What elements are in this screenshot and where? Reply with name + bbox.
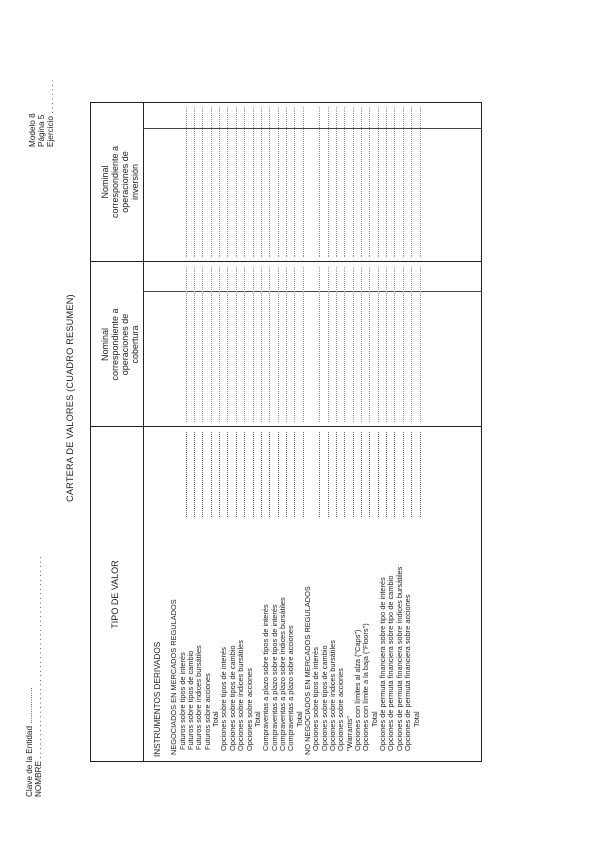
value-field[interactable] [202, 107, 203, 257]
value-field[interactable] [278, 267, 279, 422]
value-field[interactable] [361, 267, 362, 422]
row-leader [202, 432, 203, 517]
table-row: Opciones sobre índices bursátiles [236, 640, 246, 751]
total-row: Total [211, 711, 221, 727]
value-field[interactable] [219, 267, 220, 422]
value-field[interactable] [353, 267, 354, 422]
header-divider [143, 102, 144, 762]
value-field[interactable] [420, 267, 421, 422]
table-row: Compraventas a plazo sobre acciones [286, 625, 296, 751]
table-row: Futuros sobre acciones [202, 673, 212, 750]
inversion-line-3: operaciones de [120, 151, 130, 213]
table-row: Opciones con límite a la baja ("Floors") [361, 623, 371, 751]
row-leader [303, 432, 304, 517]
value-field[interactable] [328, 107, 329, 257]
row-leader [286, 432, 287, 517]
cobertura-line-3: operaciones de [120, 313, 130, 376]
table-row: Compraventas a plazo sobre tipos de interés [261, 604, 271, 751]
clave-label: Clave de la Entidad [25, 725, 34, 797]
total-row: Total [252, 711, 262, 727]
value-field[interactable] [336, 107, 337, 257]
table-row: Compraventas a plazo sobre tipos de interés [269, 604, 279, 751]
table-row: Opciones con límites al alza ("Caps") [353, 629, 363, 751]
total-row: Total [369, 711, 379, 727]
total-row: Total [294, 711, 304, 727]
table-row: Futuros sobre tipos de interés [177, 652, 187, 750]
row-leader [378, 432, 379, 517]
value-field[interactable] [269, 267, 270, 422]
value-field[interactable] [278, 107, 279, 257]
group-heading: NEGOCIADOS EN MERCADOS REGULADOS [169, 599, 179, 755]
row-leader [244, 432, 245, 517]
value-field[interactable] [194, 267, 195, 422]
row-leader [253, 432, 254, 517]
value-field[interactable] [186, 267, 187, 422]
col-divider-1 [90, 426, 482, 427]
value-field[interactable] [353, 107, 354, 257]
table-row: Futuros sobre tipos de cambio [186, 650, 196, 750]
table-row: Opciones sobre tipos de interés [219, 647, 229, 751]
value-field[interactable] [420, 107, 421, 257]
pagina-label: Página 5 [37, 114, 46, 147]
col-divider-2 [90, 261, 482, 262]
value-field[interactable] [403, 267, 404, 422]
row-leader [294, 432, 295, 517]
value-field[interactable] [303, 267, 304, 422]
value-field[interactable] [378, 107, 379, 257]
value-field[interactable] [202, 267, 203, 422]
row-leader [328, 432, 329, 517]
col-header-inversion [100, 102, 140, 262]
value-field[interactable] [303, 107, 304, 257]
table-row: Futuros sobre índices bursátiles [194, 645, 204, 750]
row-leader [227, 432, 228, 517]
total-row: Total [411, 711, 421, 727]
col-header-tipo: TIPO DE VALOR [110, 560, 120, 629]
value-field[interactable] [211, 107, 212, 257]
inversion-line-2: correspondiente a [110, 145, 120, 219]
value-field[interactable] [261, 267, 262, 422]
value-field[interactable] [194, 107, 195, 257]
row-leader [420, 432, 421, 517]
value-field[interactable] [253, 267, 254, 422]
value-field[interactable] [403, 107, 404, 257]
row-leader [386, 432, 387, 517]
cobertura-line-2: correspondiente a [110, 308, 120, 381]
table-row: Opciones sobre tipos de cambio [227, 645, 237, 751]
table-row: Opciones de permuta financiera sobre tipo de interés [378, 577, 388, 751]
row-leader [278, 432, 279, 517]
value-field[interactable] [286, 267, 287, 422]
value-field[interactable] [227, 107, 228, 257]
row-leader [236, 432, 237, 517]
table-row: Opciones sobre tipos de interés [311, 647, 321, 751]
value-field[interactable] [411, 107, 412, 257]
value-field[interactable] [227, 267, 228, 422]
row-leader [411, 432, 412, 517]
value-field[interactable] [294, 107, 295, 257]
value-field[interactable] [386, 107, 387, 257]
row-leader [319, 432, 320, 517]
value-field[interactable] [286, 107, 287, 257]
row-leader [361, 432, 362, 517]
clave-entidad-line [25, 687, 34, 797]
value-field[interactable] [269, 107, 270, 257]
value-field[interactable] [244, 267, 245, 422]
row-leader [369, 432, 370, 517]
table-row: "Warrants" [344, 716, 354, 751]
value-field[interactable] [411, 267, 412, 422]
cobertura-line-4: cobertura [130, 325, 140, 364]
value-field[interactable] [344, 267, 345, 422]
value-field[interactable] [369, 267, 370, 422]
table-row: Opciones sobre índices bursátiles [328, 640, 337, 751]
nombre-line [34, 556, 43, 797]
row-leader [336, 432, 337, 517]
table-row: Compraventas a plazo sobre índices bursátiles [277, 597, 287, 751]
col-header-cobertura [100, 262, 140, 427]
inversion-line-4: inversión [130, 163, 140, 201]
inversion-line-1: Nominal [100, 165, 110, 199]
value-field[interactable] [394, 267, 395, 422]
value-field[interactable] [369, 107, 370, 257]
table-row: Opciones sobre acciones [336, 668, 346, 751]
row-leader [403, 432, 404, 517]
value-field[interactable] [344, 107, 345, 257]
table-row: Opciones de permuta financiera sobre índices bursátiles [394, 566, 404, 751]
table-row: Opciones sobre tipos de cambio [319, 645, 329, 751]
row-leader [269, 432, 270, 517]
group-heading: NO NEGOCIADOS EN MERCADOS REGULADOS [302, 586, 312, 755]
row-leader [219, 432, 220, 517]
value-field[interactable] [319, 107, 320, 257]
value-field[interactable] [319, 267, 320, 422]
value-field[interactable] [328, 267, 329, 422]
value-field[interactable] [294, 267, 295, 422]
row-leader [353, 432, 354, 517]
table-row: Opciones de permuta financiera sobre acciones [403, 594, 413, 751]
value-field[interactable] [261, 107, 262, 257]
value-field[interactable] [394, 107, 395, 257]
ejercicio-label: Ejercicio . . . . . . . . [46, 79, 55, 147]
value-field[interactable] [253, 107, 254, 257]
value-field[interactable] [236, 107, 237, 257]
nombre-dots: . . . . . . . . . . . . . . . . . . . . . . . . . . . . . . . . . . . . . . . . . . . . . [34, 556, 43, 759]
value-field[interactable] [386, 267, 387, 422]
row-leader [394, 432, 395, 517]
cobertura-line-1: Nominal [100, 328, 110, 362]
clave-dots: ................ [25, 687, 34, 724]
value-field[interactable] [378, 267, 379, 422]
row-leader [186, 432, 187, 517]
value-field[interactable] [361, 107, 362, 257]
value-field[interactable] [236, 267, 237, 422]
row-leader [261, 432, 262, 517]
row-leader [344, 432, 345, 517]
table-row: Opciones sobre acciones [244, 668, 254, 751]
nombre-label: NOMBRE [34, 761, 43, 797]
value-field[interactable] [211, 267, 212, 422]
value-field[interactable] [219, 107, 220, 257]
value-field[interactable] [336, 267, 337, 422]
table-row: Opciones de permuta financiera sobre tipo de cambio [386, 575, 396, 751]
row-leader [194, 432, 195, 517]
modelo-label: Modelo 8 [28, 113, 37, 147]
value-field[interactable] [244, 107, 245, 257]
page-title: CARTERA DE VALORES (CUADRO RESUMEN) [65, 294, 75, 502]
value-field[interactable] [186, 107, 187, 257]
section-heading: INSTRUMENTOS DERIVADOS [153, 641, 162, 757]
row-leader [211, 432, 212, 517]
